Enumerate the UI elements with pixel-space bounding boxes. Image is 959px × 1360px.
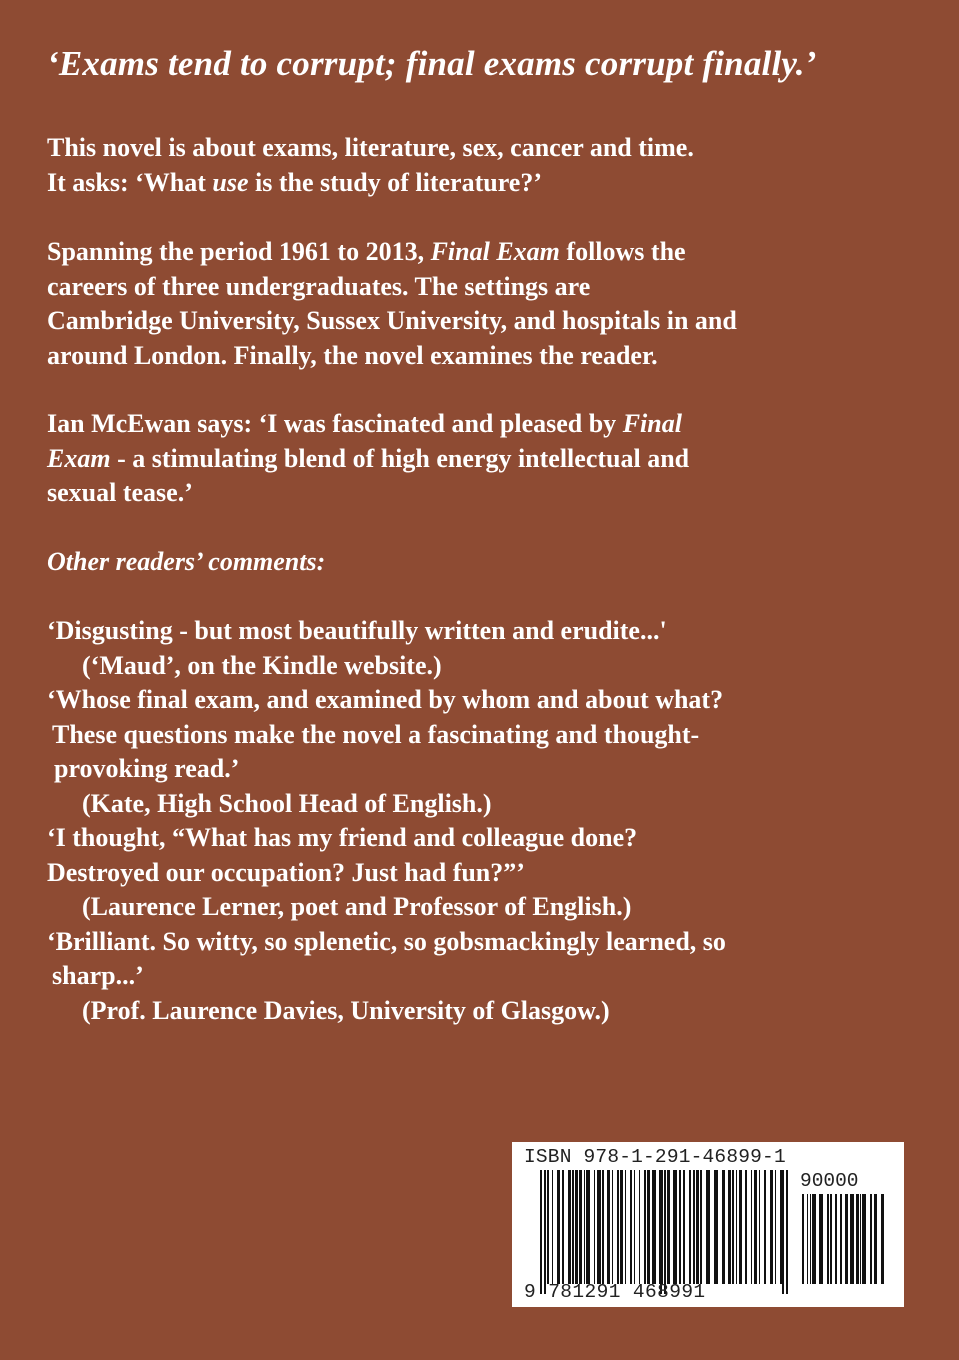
barcode-bar [764, 1170, 766, 1284]
comment-2-quote-line-3: provoking read.’ [54, 754, 240, 783]
barcode-bar [819, 1194, 823, 1284]
barcode-bar [736, 1170, 737, 1284]
barcode-bar [860, 1194, 861, 1284]
barcode-bar [745, 1170, 747, 1284]
barcode-bar [881, 1194, 884, 1284]
comment-4-quote-line-1: ‘Brilliant. So witty, so splenetic, so gobsmackingly learned, so [47, 926, 726, 956]
intro-paragraph [47, 131, 927, 200]
barcode-bar [706, 1170, 710, 1284]
barcode-bar [620, 1170, 623, 1284]
barcode-bar [728, 1170, 731, 1284]
barcode-bar [807, 1194, 808, 1284]
comment-4-quote-line-2: sharp...’ [52, 961, 144, 990]
comment-2-quote-line-1: ‘Whose final exam, and examined by whom and about what? [47, 685, 724, 714]
barcode-bar [552, 1170, 553, 1284]
barcode-bar [759, 1170, 760, 1284]
barcode-digits: 9 781291 468991 [524, 1281, 706, 1303]
comment-4-attribution: (Prof. Laurence Davies, University of Glasgow.) [82, 995, 610, 1025]
barcode-bar [647, 1170, 650, 1284]
barcode-bar [617, 1170, 619, 1284]
barcode-bar [579, 1170, 582, 1284]
barcode-bar [557, 1170, 560, 1284]
summary-line-4: around London. Finally, the novel examines the reader. [47, 340, 658, 370]
barcode-bar [862, 1194, 866, 1284]
barcode-bar [575, 1170, 578, 1284]
comment-2-attribution: (Kate, High School Head of English.) [82, 788, 492, 818]
barcode-bar [584, 1170, 585, 1284]
barcode-bar [602, 1170, 604, 1284]
mcewan-line-1: Ian McEwan says: ‘I was fascinated and pleased by Final [47, 409, 682, 438]
comment-1-attribution: (‘Maud’, on the Kindle website.) [82, 650, 442, 680]
barcode-bar [568, 1170, 571, 1284]
barcode-bar [845, 1194, 848, 1284]
barcode-bar [679, 1170, 681, 1284]
barcode-bar [739, 1170, 742, 1284]
barcode-bar [634, 1170, 635, 1284]
barcode-bar [630, 1170, 632, 1284]
comment-3-attribution: (Laurence Lerner, poet and Professor of English.) [82, 892, 632, 921]
reader-comments [47, 614, 927, 1028]
barcode-guard-bar [544, 1170, 546, 1294]
barcode-guard-bar [660, 1170, 662, 1294]
barcode-bar [732, 1170, 734, 1284]
barcode-bar [607, 1170, 610, 1284]
barcode-bar [547, 1170, 549, 1284]
barcode-guard-bar [786, 1170, 788, 1294]
tagline: ‘Exams tend to corrupt; final exams corrupt finally.’ [47, 44, 817, 83]
mcewan-quote [47, 407, 927, 511]
isbn-barcode [512, 1142, 904, 1307]
barcode-bar [775, 1170, 776, 1284]
barcode-bar [693, 1170, 695, 1284]
barcode-guard-bar [540, 1170, 542, 1294]
mcewan-line-2: Exam - a stimulating blend of high energy intellectual and [47, 443, 690, 473]
barcode-bar [696, 1170, 699, 1284]
comment-3-quote-line-1: ‘I thought, “What has my friend and colleague done? [47, 823, 638, 852]
barcode-bar [700, 1170, 702, 1284]
barcode-bar [652, 1170, 656, 1284]
barcode-bar [856, 1194, 859, 1284]
summary-line-3: Cambridge University, Sussex University, and hospitals in and [47, 306, 737, 335]
comment-3-quote-line-2: Destroyed our occupation? Just had fun?”’ [47, 857, 525, 887]
barcode-bar [667, 1170, 670, 1284]
other-readers-heading: Other readers’ comments: [47, 547, 326, 576]
barcode-bar [612, 1170, 613, 1284]
barcode-bar [830, 1194, 832, 1284]
barcode-bar [802, 1194, 804, 1284]
barcode-bar [812, 1194, 816, 1284]
barcode-guard-bar [782, 1170, 784, 1294]
intro-line-2: It asks: ‘What use is the study of literature?’ [47, 167, 542, 197]
summary-line-2: careers of three undergraduates. The settings are [47, 271, 591, 301]
barcode-bar [659, 1170, 660, 1284]
comment-1-quote: ‘Disgusting - but most beautifully written and erudite...' [47, 616, 667, 645]
barcode-bar [586, 1170, 590, 1284]
barcode-bar [770, 1170, 773, 1284]
barcode-bar [874, 1194, 877, 1284]
barcode-bar [625, 1170, 626, 1284]
barcode-bar [840, 1194, 842, 1284]
barcode-bar [689, 1170, 691, 1284]
barcode-bar [639, 1170, 640, 1284]
intro-line-1: This novel is about exams, literature, sex, cancer and time. [47, 133, 694, 162]
barcode-bar [835, 1194, 837, 1284]
barcode-bar [673, 1170, 677, 1284]
barcode-bar [562, 1170, 564, 1284]
comment-2-quote-line-2: These questions make the novel a fascinating and thought- [52, 719, 700, 749]
summary-paragraph [47, 235, 927, 373]
barcode-bar [754, 1170, 757, 1284]
barcode-bar [594, 1170, 595, 1284]
price-code: 90000 [800, 1170, 859, 1192]
barcode-bar [751, 1170, 752, 1284]
barcode-bar [850, 1194, 854, 1284]
barcode-bar [597, 1170, 601, 1284]
summary-line-1: Spanning the period 1961 to 2013, Final Exam follows the [47, 237, 686, 266]
barcode-bar [870, 1194, 872, 1284]
barcode-bar [644, 1170, 646, 1284]
barcode-bar [683, 1170, 685, 1284]
barcode-bar [810, 1194, 811, 1284]
mcewan-line-3: sexual tease.’ [47, 478, 193, 507]
barcode-bar [714, 1170, 718, 1284]
barcode-bar [827, 1194, 829, 1284]
barcode-bar [722, 1170, 725, 1284]
isbn-label: ISBN 978-1-291-46899-1 [524, 1146, 786, 1168]
barcode-guard-bar [664, 1170, 666, 1294]
barcode-bar [572, 1170, 574, 1284]
